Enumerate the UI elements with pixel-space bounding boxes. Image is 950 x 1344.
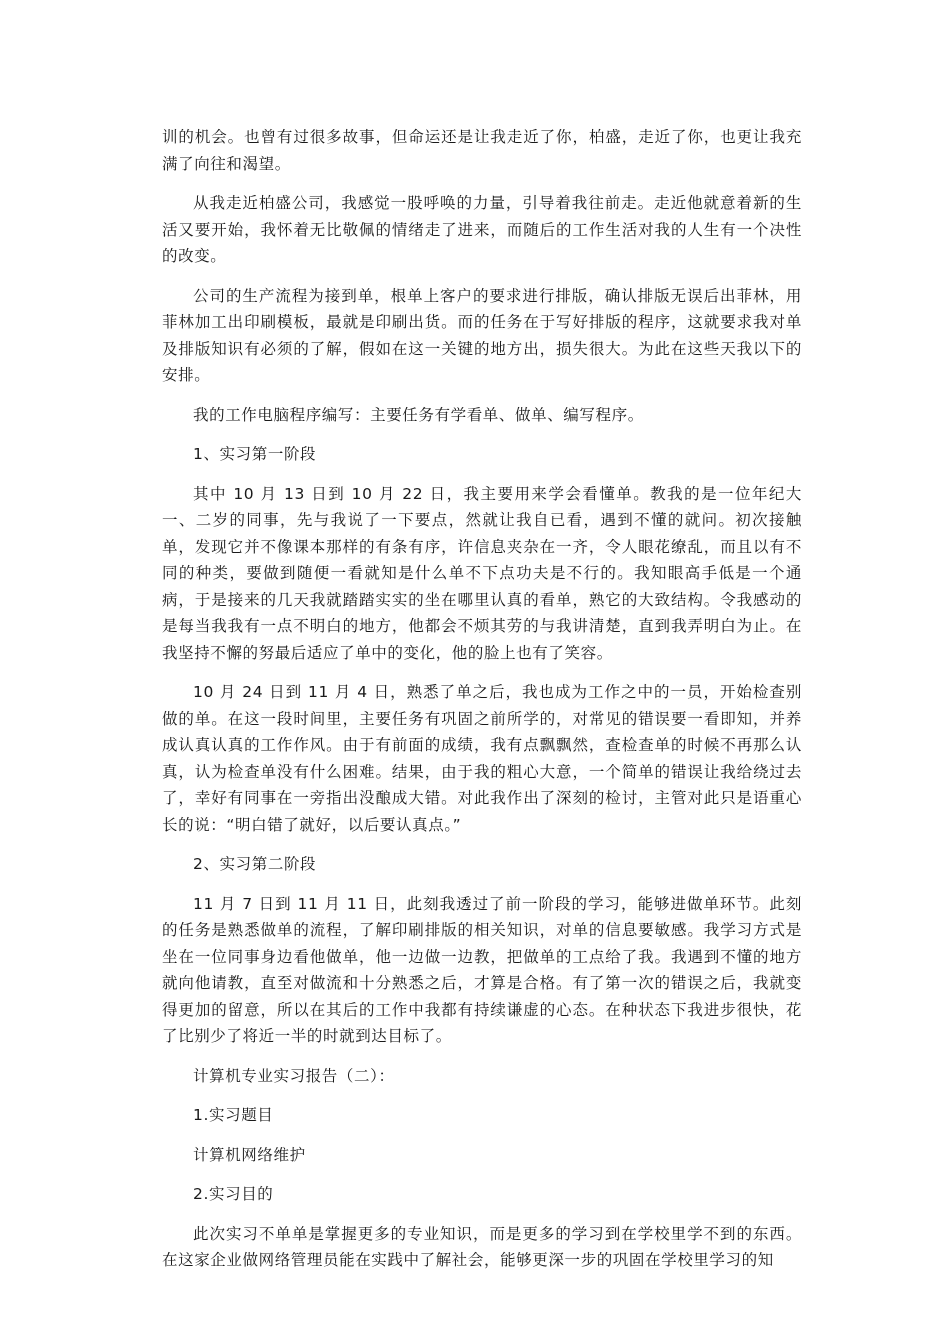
heading-internship-topic: 1.实习题目: [193, 1106, 274, 1124]
paragraph-joining-company: 从我走近柏盛公司，我感觉一股呼唤的力量，引导着我往前走。走近他就意着新的生活又要开始，我怀着无比敬佩的情绪走了进来，而随后的工作生活对我的人生有一个决性的改变。: [162, 194, 802, 265]
document-body: [162, 124, 802, 1287]
paragraph-purpose-detail: 此次实习不单单是掌握更多的专业知识，而是更多的学习到在学校里学不到的东西。在这家企业做网络管理员能在实践中了解社会，能够更深一步的巩固在学校里学习的知: [162, 1224, 802, 1269]
paragraph-continuation: 训的机会。也曾有过很多故事，但命运还是让我走近了你，柏盛，走近了你，也更让我充满了向往和渴望。: [162, 128, 802, 173]
paragraph-work-tasks: 我的工作电脑程序编写：主要任务有学看单、做单、编写程序。: [193, 405, 644, 424]
heading-stage-two: 2、实习第二阶段: [193, 855, 317, 873]
paragraph-stage-two-detail: 11 月 7 日到 11 月 11 日，此刻我透过了前一阶段的学习，能够进做单环节。此刻的任务是熟悉做单的流程，了解印刷排版的相关知识，对单的信息要敏感。我学习方式是坐在一位同事身边看他做单，他一边做一边教，把做单的工点给了我。我遇到不懂的地方就向他请教，直至对做流和十分熟悉之后，才算是合格。有了第一次的错误之后，我就变得更加的留意，所以在其后的工作中我都有持续谦虚的心态。在种状态下我进步很快，花了比别少了将近一半的时就到达目标了。: [162, 894, 802, 1045]
paragraph-stage-one-detail: 其中 10 月 13 日到 10 月 22 日，我主要用来学会看懂单。教我的是一位年纪大一、二岁的同事，先与我说了一下要点，然就让我自已看，遇到不懂的就问。初次接触单，发现它并不像课本那样的有条有序，许信息夹杂在一齐，令人眼花缭乱，而且以有不同的种类，要做到随便一看就知是什么单不下点功夫是不行的。我知眼高手低是一个通病，于是接来的几天我就踏踏实实的坐在哪里认真的看单，熟它的大致结构。令我感动的是每当我我有一点不明白的地方，他都会不烦其劳的与我讲清楚，直到我弄明白为止。在我坚持不懈的努最后适应了单中的变化，他的脸上也有了笑容。: [162, 484, 802, 662]
paragraph-topic-name: 计算机网络维护: [193, 1145, 306, 1164]
heading-stage-one: 1、实习第一阶段: [193, 445, 317, 463]
heading-report-two: 计算机专业实习报告（二）：: [193, 1066, 395, 1085]
paragraph-checking-orders: 10 月 24 日到 11 月 4 日，熟悉了单之后，我也成为工作之中的一员，开始检查别做的单。在这一段时间里，主要任务有巩固之前所学的，对常见的错误要一看即知，并养成认真认真的工作作风。由于有前面的成绩，我有点飘飘然，查检查单的时候不再那么认真，认为检查单没有什么困难。结果，由于我的粗心大意，一个简单的错误让我给绕过去了，幸好有同事在一旁指出没酿成大错。对此我作出了深刻的检讨，主管对此只是语重心长的说：“明白错了就好，以后要认真点。”: [162, 683, 802, 834]
paragraph-production-process: 公司的生产流程为接到单，根单上客户的要求进行排版，确认排版无误后出菲林，用菲林加工出印刷模板，最就是印刷出货。而的任务在于写好排版的程序，这就要求我对单及排版知识有必须的了解，假如在这一关键的地方出，损失很大。为此在这些天我以下的安排。: [162, 286, 802, 384]
heading-internship-purpose: 2.实习目的: [193, 1185, 274, 1203]
